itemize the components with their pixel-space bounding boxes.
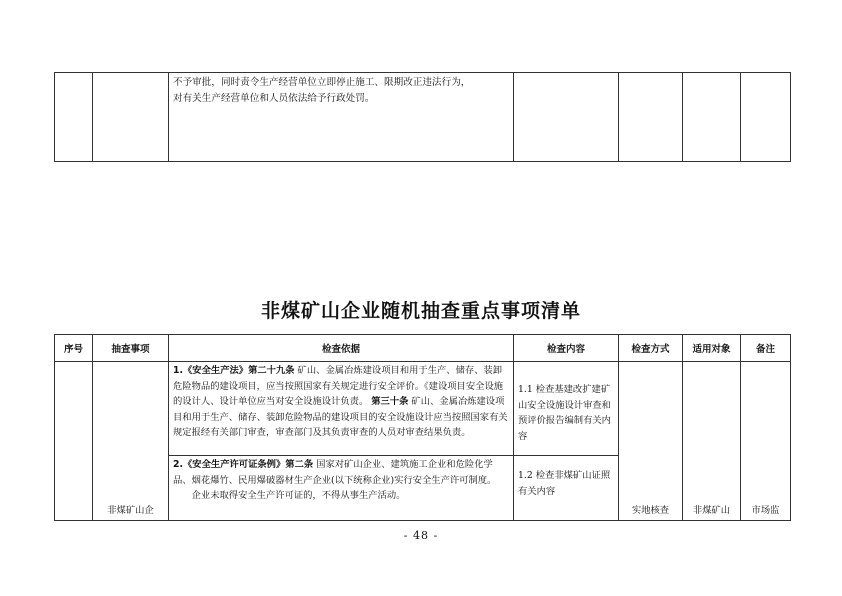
table-row — [55, 73, 791, 162]
table-header-row — [55, 335, 791, 362]
content-cell-2: 1.2 检查非煤矿山证照有关内容 — [514, 456, 619, 521]
header-content: 检查内容 — [514, 335, 619, 362]
method-cell: 实地核查 — [619, 362, 683, 521]
header-note: 备注 — [741, 335, 791, 362]
page-title: 非煤矿山企业随机抽查重点事项清单 — [260, 300, 581, 322]
basis-cell-2 — [169, 456, 514, 521]
inspection-table — [54, 334, 791, 521]
header-basis: 检查依据 — [169, 335, 514, 362]
header-target: 适用对象 — [683, 335, 741, 362]
table-row — [55, 362, 791, 456]
previous-page-table — [54, 72, 791, 162]
basis-1-text: 矿山、金属冶炼建设项目和用于生产、储存、装卸危险物品的建设项目，应当按照国家有关规定进行安全评价。《建设项目安全设施的设计人、设计单位应当对安全设施设计负责。 — [173, 365, 504, 407]
basis-2-text2: 企业未取得安全生产许可证的，不得从事生产活动。 — [191, 490, 406, 501]
basis-2-text: 国家对矿山企业、建筑施工企业和危险化学品、烟花爆竹、民用爆破器材生产企业(以下统称企业)实行安全生产许可制度。 — [173, 459, 497, 486]
basis-2-head: 2.《安全生产许可证条例》第二条 — [173, 459, 314, 470]
basis-1-head2: 第三十条 — [371, 396, 409, 407]
prev-text-line: 对有关生产经营单位和人员依法给予行政处罚。 — [173, 93, 375, 104]
header-seq: 序号 — [55, 335, 93, 362]
prev-text-line: 不予审批，同时责令生产经营单位立即停止施工、限期改正违法行为， — [173, 77, 471, 88]
basis-1-head: 1.《安全生产法》第二十九条 — [173, 365, 295, 376]
page-number: - 48 - — [403, 529, 439, 542]
header-method: 检查方式 — [619, 335, 683, 362]
item-cell: 非煤矿山企 — [93, 362, 169, 521]
target-cell: 非煤矿山 — [683, 362, 741, 521]
basis-cell-1 — [169, 362, 514, 456]
header-item: 抽查事项 — [93, 335, 169, 362]
content-cell-1: 1.1 检查基建改扩建矿山安全设施设计审查和预评价报告编制有关内容 — [514, 362, 619, 456]
note-cell: 市场监 — [741, 362, 791, 521]
prev-basis-cell — [169, 73, 514, 162]
seq-cell — [55, 362, 93, 521]
basis-1-text2: 矿山、金属冶炼建设项目和用于生产、储存、装卸危险物品的建设项目的安全设施设计应当按照国家有关规定报经有关部门审查，审查部门及其负责审查的人员对审查结果负责。 — [173, 396, 508, 438]
